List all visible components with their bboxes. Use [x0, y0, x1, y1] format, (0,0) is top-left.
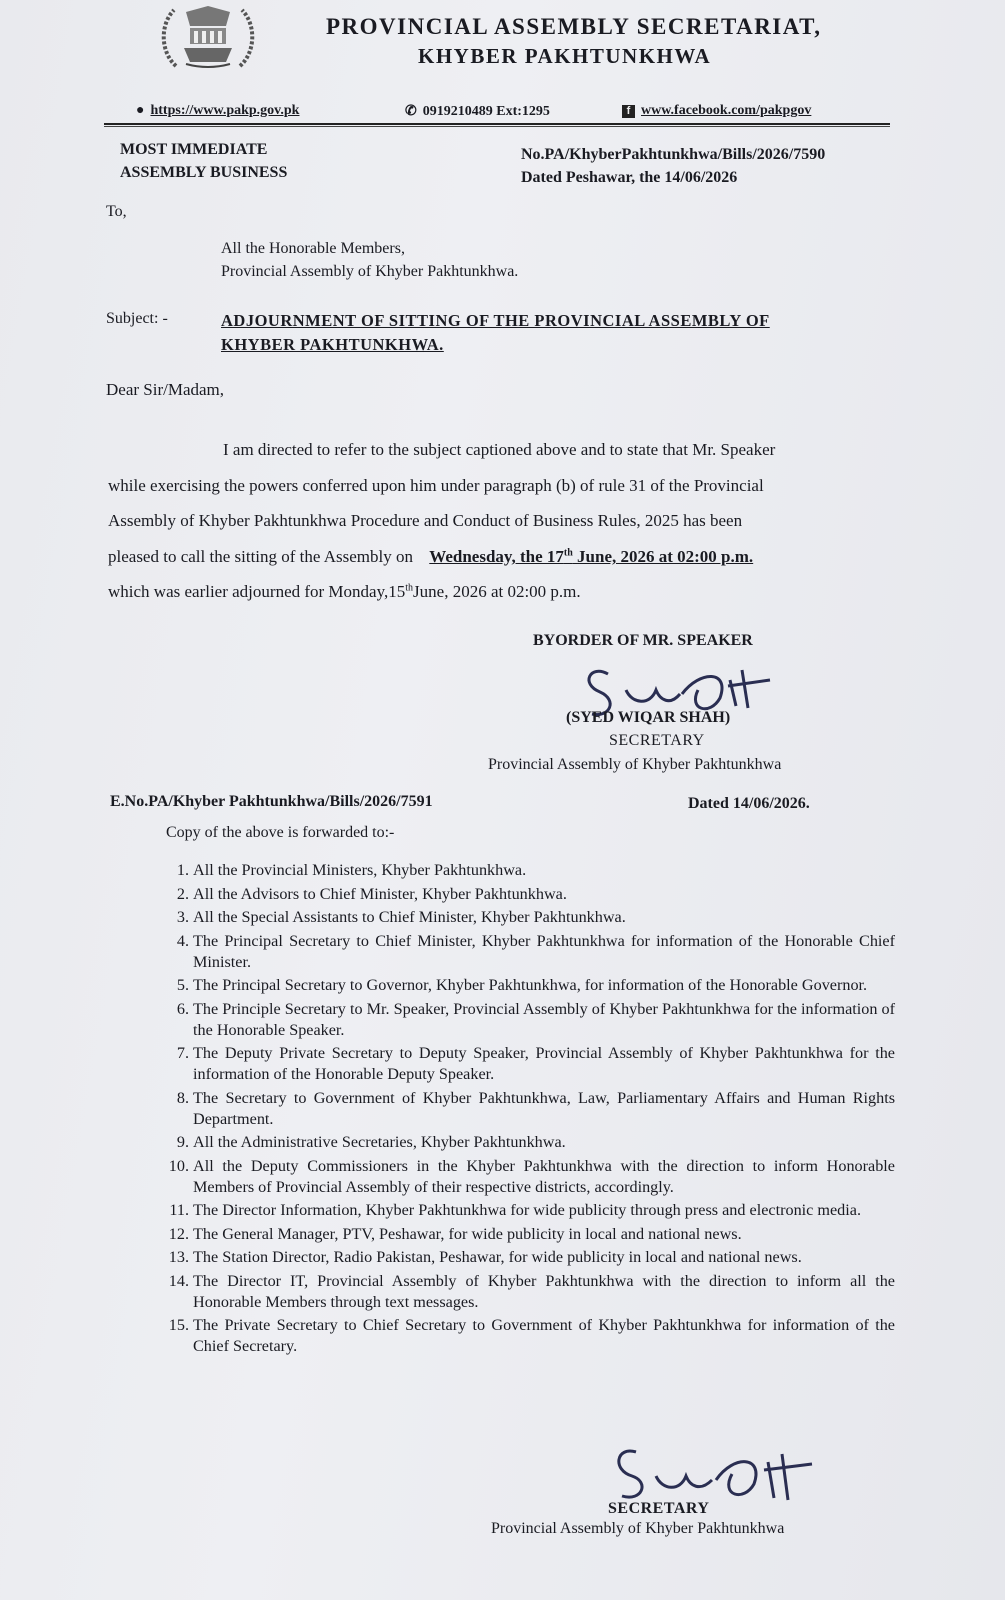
secretary-name: (SYED WIQAR SHAH) [566, 709, 731, 726]
org-title: PROVINCIAL ASSEMBLY SECRETARIAT, [326, 14, 822, 39]
recipient-item [165, 1315, 895, 1357]
recipient-item [165, 1156, 895, 1198]
recipient-number: 6. [176, 999, 189, 1018]
forward-intro: Copy of the above is forwarded to:- [166, 824, 395, 841]
recipient-item [165, 999, 895, 1041]
header-divider-thin [104, 126, 890, 127]
facebook-text: www.facebook.com/pakpgov [641, 103, 812, 118]
recipient-number: 5. [176, 976, 189, 994]
recipient-item [165, 1247, 895, 1268]
body-line-5-post: June, 2026 at 02:00 p.m. [413, 582, 581, 601]
recipient-text: The Principal Secretary to Governor, Khyber Pakhtunkhwa, for information of the Honorable Governor. [193, 976, 868, 994]
recipient-number: 4. [176, 931, 189, 950]
endorsement-reference: E.No.PA/Khyber Pakhtunkhwa/Bills/2026/7591 [110, 793, 433, 810]
recipient-number: 15. [168, 1316, 189, 1334]
recipient-text: All the Advisors to Chief Minister, Khyber Pakhtunkhwa. [193, 884, 567, 903]
recipient-number: 14. [168, 1271, 189, 1290]
phone-icon: ✆ [405, 104, 417, 119]
recipient-number: 2. [176, 884, 189, 903]
letter-date: Dated Peshawar, the 14/06/2026 [521, 169, 738, 186]
recipient-item [165, 1043, 895, 1085]
recipient-number: 11. [169, 1201, 189, 1219]
recipient-number: 13. [168, 1248, 189, 1266]
final-secretary-org: Provincial Assembly of Khyber Pakhtunkhwa [491, 1520, 785, 1537]
sitting-date-highlight [429, 547, 753, 566]
recipient-number: 8. [176, 1088, 189, 1107]
recipient-text: The Station Director, Radio Pakistan, Peshawar, for wide publicity in local and national news. [193, 1248, 802, 1266]
recipient-number: 12. [168, 1224, 189, 1243]
sitting-date-sup: th [563, 547, 573, 559]
subject-line1: ADJOURNMENT OF SITTING OF THE PROVINCIAL ASSEMBLY OF [221, 311, 770, 330]
recipient-item [165, 975, 895, 996]
recipient-text: All the Special Assistants to Chief Minister, Khyber Pakhtunkhwa. [193, 908, 626, 926]
recipient-text: All the Deputy Commissioners in the Khyber Pakhtunkhwa with the direction to inform Honorable Members of Provincial Assembly of their respective districts, accordingly. [193, 1156, 895, 1196]
body-line-3: Assembly of Khyber Pakhtunkhwa Procedure and Conduct of Business Rules, 2025 has been [108, 511, 743, 530]
secretary-org: Provincial Assembly of Khyber Pakhtunkhwa [488, 756, 782, 773]
phone-contact [405, 103, 550, 120]
recipient-item [165, 1271, 895, 1313]
addressee-line1: All the Honorable Members, [221, 240, 405, 257]
recipient-text: All the Provincial Ministers, Khyber Pakhtunkhwa. [193, 861, 527, 879]
assembly-emblem-icon [156, 4, 260, 70]
recipient-text: The Principal Secretary to Chief Minister, Khyber Pakhtunkhwa for information of the Honorable Chief Minister. [193, 931, 895, 971]
recipient-number: 1. [176, 861, 189, 879]
body-line-5-pre: which was earlier adjourned for Monday,15 [108, 582, 406, 601]
facebook-contact[interactable] [622, 103, 811, 119]
sitting-date-post: June, 2026 at 02:00 p.m. [572, 547, 754, 566]
priority-label: MOST IMMEDIATE [120, 141, 268, 158]
recipient-text: The Director IT, Provincial Assembly of Khyber Pakhtunkhwa with the direction to inform all the Honorable Members through text messages. [193, 1271, 895, 1311]
recipient-item [165, 931, 895, 973]
body-line-1: I am directed to refer to the subject captioned above and to state that Mr. Speaker [223, 440, 776, 459]
sitting-date-pre: Wednesday, the 17 [429, 547, 564, 566]
recipient-item [165, 1224, 895, 1245]
org-subtitle: KHYBER PAKHTUNKHWA [418, 44, 712, 68]
recipient-text: The Secretary to Government of Khyber Pakhtunkhwa, Law, Parliamentary Affairs and Human Rights Department. [193, 1088, 895, 1128]
header-divider [104, 123, 890, 125]
body-line-4-text: pleased to call the sitting of the Assembly on [108, 547, 414, 566]
body-line-2: while exercising the powers conferred upon him under paragraph (b) of rule 31 of the Provincial [108, 476, 764, 495]
order-line: BYORDER OF MR. SPEAKER [533, 632, 753, 649]
recipient-item [165, 907, 895, 928]
globe-icon: ● [136, 103, 145, 118]
recipient-text: All the Administrative Secretaries, Khyber Pakhtunkhwa. [193, 1133, 566, 1151]
recipient-item [165, 1200, 895, 1221]
website-text: https://www.pakp.gov.pk [150, 103, 300, 118]
recipient-number: 9. [176, 1133, 189, 1151]
recipient-item [165, 860, 895, 881]
endorsement-date: Dated 14/06/2026. [688, 795, 810, 812]
website-contact[interactable] [136, 103, 299, 119]
addressee-line2: Provincial Assembly of Khyber Pakhtunkhwa. [221, 263, 519, 280]
recipient-text: The Deputy Private Secretary to Deputy Speaker, Provincial Assembly of Khyber Pakhtunkhwa for the information of the Honorable Deputy Speaker. [193, 1044, 895, 1083]
addressee-to: To, [106, 203, 127, 220]
recipient-number: 3. [176, 908, 189, 926]
recipient-text: The General Manager, PTV, Peshawar, for wide publicity in local and national news. [193, 1224, 742, 1243]
recipient-number: 10. [168, 1156, 189, 1175]
recipient-number: 7. [176, 1044, 189, 1062]
subject-label: Subject: - [106, 310, 168, 327]
body-line-5-sup: th [405, 582, 414, 594]
recipient-item [165, 1088, 895, 1130]
phone-text: 0919210489 Ext:1295 [422, 103, 550, 119]
body-line-4 [108, 547, 753, 567]
secretary-title: SECRETARY [609, 732, 705, 749]
subject-line2: KHYBER PAKHTUNKHWA. [221, 335, 444, 354]
recipient-text: The Principle Secretary to Mr. Speaker, Provincial Assembly of Khyber Pakhtunkhwa for the information of the Honorable Speaker. [193, 999, 895, 1039]
business-label: ASSEMBLY BUSINESS [120, 164, 288, 181]
recipient-list [165, 860, 895, 1360]
reference-number: No.PA/KhyberPakhtunkhwa/Bills/2026/7590 [521, 146, 826, 163]
body-line-5 [108, 582, 581, 602]
facebook-icon: f [622, 105, 635, 118]
recipient-item [165, 1132, 895, 1153]
recipient-text: The Private Secretary to Chief Secretary to Government of Khyber Pakhtunkhwa for information of the Chief Secretary. [193, 1316, 895, 1355]
recipient-item [165, 884, 895, 905]
recipient-text: The Director Information, Khyber Pakhtunkhwa for wide publicity through press and electronic media. [193, 1201, 861, 1219]
salutation: Dear Sir/Madam, [106, 380, 225, 399]
final-secretary-title: SECRETARY [608, 1500, 710, 1517]
